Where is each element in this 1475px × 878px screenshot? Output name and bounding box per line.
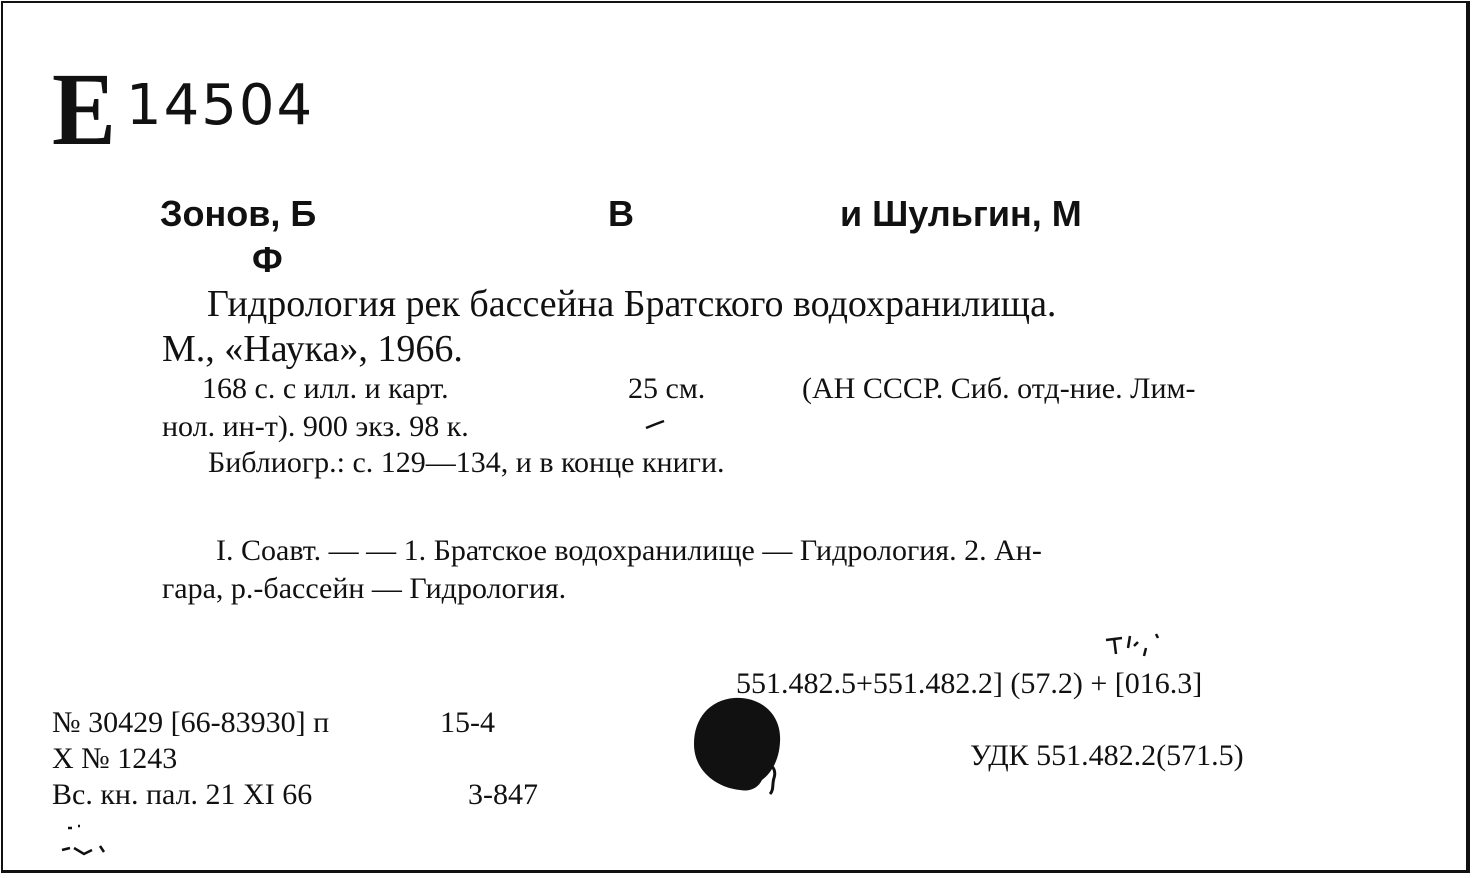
udc-classification: УДК 551.482.2(571.5) xyxy=(970,739,1244,772)
bibliography-note: Библиогр.: с. 129—134, и в конце книги. xyxy=(208,446,725,479)
pagination: 168 с. с илл. и карт. xyxy=(202,372,449,405)
stamp-smudge-icon xyxy=(1100,628,1180,668)
bbk-classification: 551.482.5+551.482.2] (57.2) + [016.3] xyxy=(736,667,1203,700)
card-number: № 30429 [66-83930] п xyxy=(52,706,330,739)
author1-initial: В xyxy=(608,193,634,234)
chamber-date: Вс. кн. пал. 21 XI 66 xyxy=(52,778,313,811)
book-size: 25 см. xyxy=(628,372,706,405)
series-note: (АН СССР. Сиб. отд-ние. Лим- xyxy=(802,372,1196,405)
author1-name: Зонов, Б xyxy=(160,193,317,234)
imprint: М., «Наука», 1966. xyxy=(162,328,463,370)
author2-name: и Шульгин, М xyxy=(840,193,1082,234)
card-code: 15-4 xyxy=(440,706,495,739)
author2-initial: Ф xyxy=(252,239,283,280)
order-number: Х № 1243 xyxy=(52,742,178,775)
corner-scribble-icon xyxy=(56,820,112,860)
print-run-price: нол. ин-т). 900 экз. 98 к. xyxy=(162,410,469,443)
book-title: Гидрология рек бассейна Братского водохранилища. xyxy=(207,283,1057,325)
ink-blot-icon xyxy=(690,692,786,796)
tracings-line2: гара, р.-бассейн — Гидрология. xyxy=(162,572,567,605)
call-mark-number: 14504 xyxy=(126,73,315,138)
tracings-line1: I. Соавт. — — 1. Братское водохранилище — Гидрология. 2. Ан- xyxy=(216,534,1042,567)
chamber-code: 3-847 xyxy=(468,778,538,811)
pencil-dash-icon xyxy=(644,418,668,432)
call-mark-letter: E xyxy=(52,52,116,167)
